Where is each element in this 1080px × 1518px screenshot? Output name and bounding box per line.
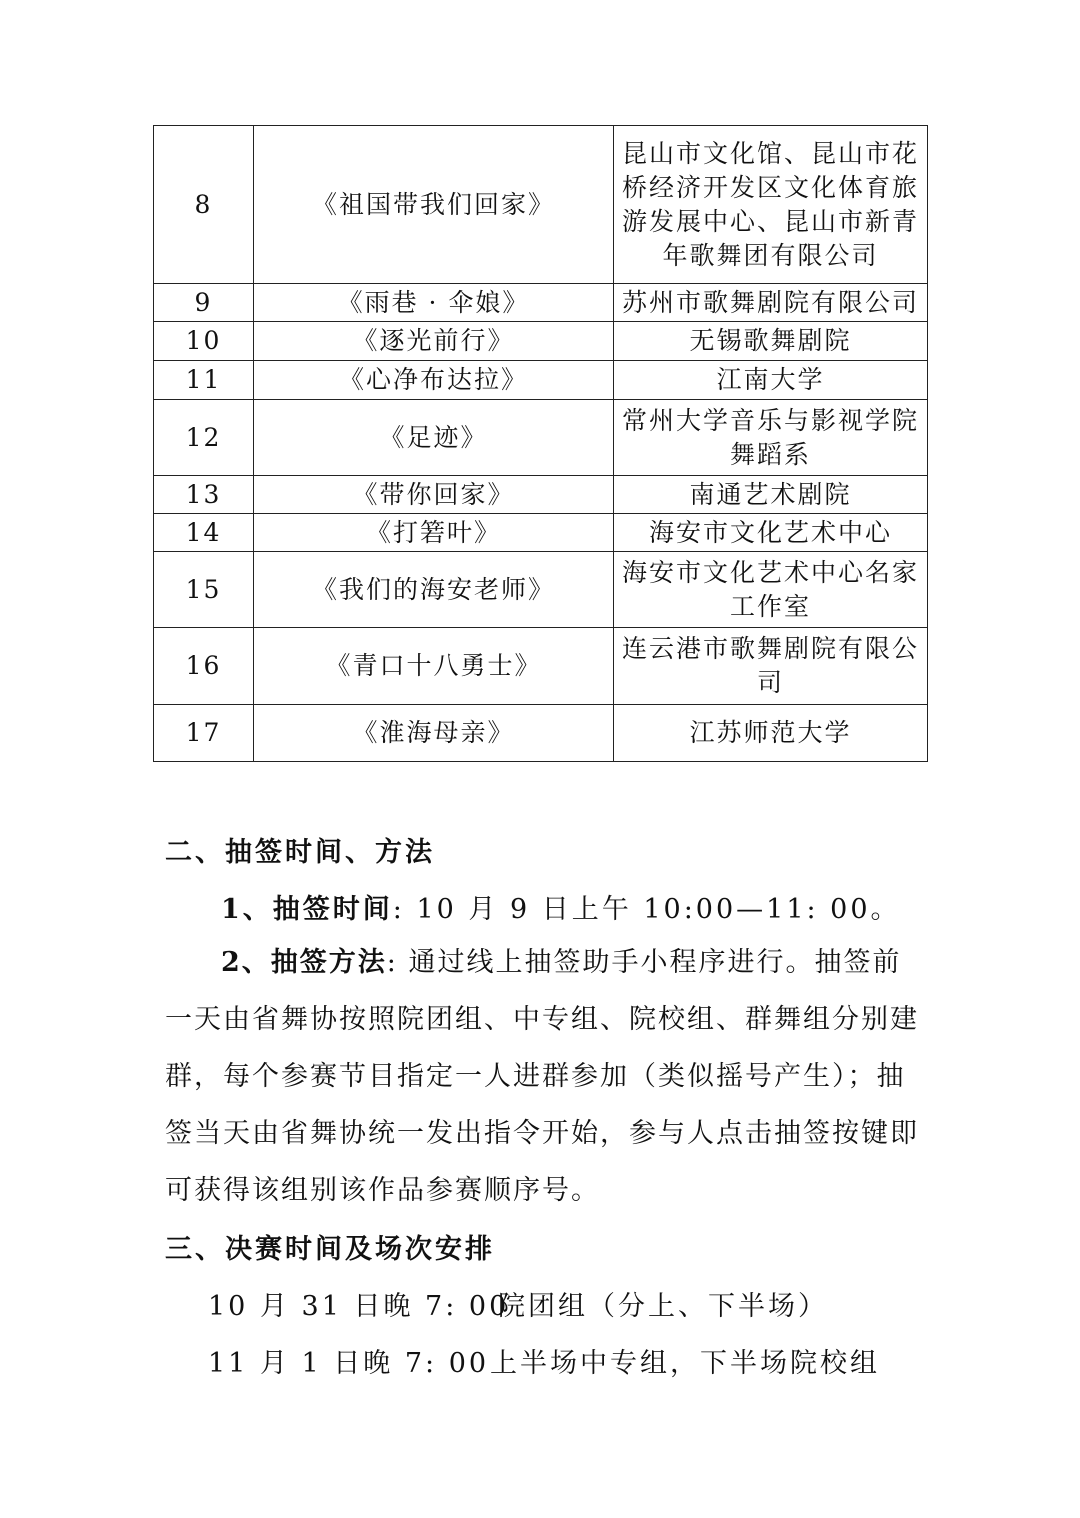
schedule-row	[208, 1284, 828, 1323]
table-row	[154, 361, 928, 400]
row-number: 13	[154, 476, 254, 514]
draw-method-label: 2、抽签方法	[221, 947, 387, 978]
draw-time-label: 1、抽签时间	[221, 894, 393, 925]
program-name: 《足迹》	[254, 400, 614, 476]
row-number: 12	[154, 400, 254, 476]
unit-name: 连云港市歌舞剧院有限公司	[614, 628, 928, 705]
unit-name: 苏州市歌舞剧院有限公司	[614, 284, 928, 322]
unit-name: 海安市文化艺术中心名家工作室	[614, 552, 928, 628]
schedule-event: 上半场中专组，下半场院校组	[490, 1348, 880, 1379]
draw-method-text: : 通过线上抽签助手小程序进行。抽签前一天由省舞协按照院团组、中专组、院校组、群舞组分别建群，每个参赛节目指定一人进群参加（类似摇号产生）；抽签当天由省舞协统一发出指令开始，参与人点击抽签按键即可获得该组别该作品参赛顺序号。	[165, 947, 919, 1206]
table-row	[154, 400, 928, 476]
row-number: 10	[154, 322, 254, 361]
unit-name: 海安市文化艺术中心	[614, 514, 928, 552]
section-heading-final: 三、决赛时间及场次安排	[165, 1234, 495, 1265]
draw-time-item	[221, 887, 981, 926]
row-number: 9	[154, 284, 254, 322]
row-number: 15	[154, 552, 254, 628]
unit-name: 昆山市文化馆、昆山市花桥经济开发区文化体育旅游发展中心、昆山市新青年歌舞团有限公司	[614, 126, 928, 284]
table-row	[154, 322, 928, 361]
row-number: 17	[154, 705, 254, 762]
unit-name: 常州大学音乐与影视学院舞蹈系	[614, 400, 928, 476]
table-row	[154, 284, 928, 322]
program-table	[153, 125, 928, 762]
program-name: 《打箬叶》	[254, 514, 614, 552]
program-name: 《逐光前行》	[254, 322, 614, 361]
row-number: 14	[154, 514, 254, 552]
draw-time-text: : 10 月 9 日上午 10:00—11: 00。	[392, 894, 901, 925]
row-number: 8	[154, 126, 254, 284]
program-name: 《祖国带我们回家》	[254, 126, 614, 284]
table-row	[154, 552, 928, 628]
row-number: 16	[154, 628, 254, 705]
program-name: 《淮海母亲》	[254, 705, 614, 762]
schedule-event: 院团组（分上、下半场）	[498, 1291, 828, 1322]
section-heading-draw: 二、抽签时间、方法	[165, 837, 435, 868]
unit-name: 江南大学	[614, 361, 928, 400]
schedule-row	[208, 1341, 880, 1380]
unit-name: 南通艺术剧院	[614, 476, 928, 514]
program-name: 《我们的海安老师》	[254, 552, 614, 628]
schedule-time: 10 月 31 日晚 7: 00	[208, 1291, 510, 1322]
table-row	[154, 514, 928, 552]
row-number: 11	[154, 361, 254, 400]
schedule-time: 11 月 1 日晚 7: 00	[208, 1348, 490, 1379]
program-name: 《雨巷 · 伞娘》	[254, 284, 614, 322]
draw-method-paragraph	[165, 934, 920, 1219]
program-name: 《带你回家》	[254, 476, 614, 514]
program-name: 《青口十八勇士》	[254, 628, 614, 705]
table-row	[154, 126, 928, 284]
program-name: 《心净布达拉》	[254, 361, 614, 400]
unit-name: 无锡歌舞剧院	[614, 322, 928, 361]
unit-name: 江苏师范大学	[614, 705, 928, 762]
table-row	[154, 705, 928, 762]
table-row	[154, 628, 928, 705]
table-row	[154, 476, 928, 514]
